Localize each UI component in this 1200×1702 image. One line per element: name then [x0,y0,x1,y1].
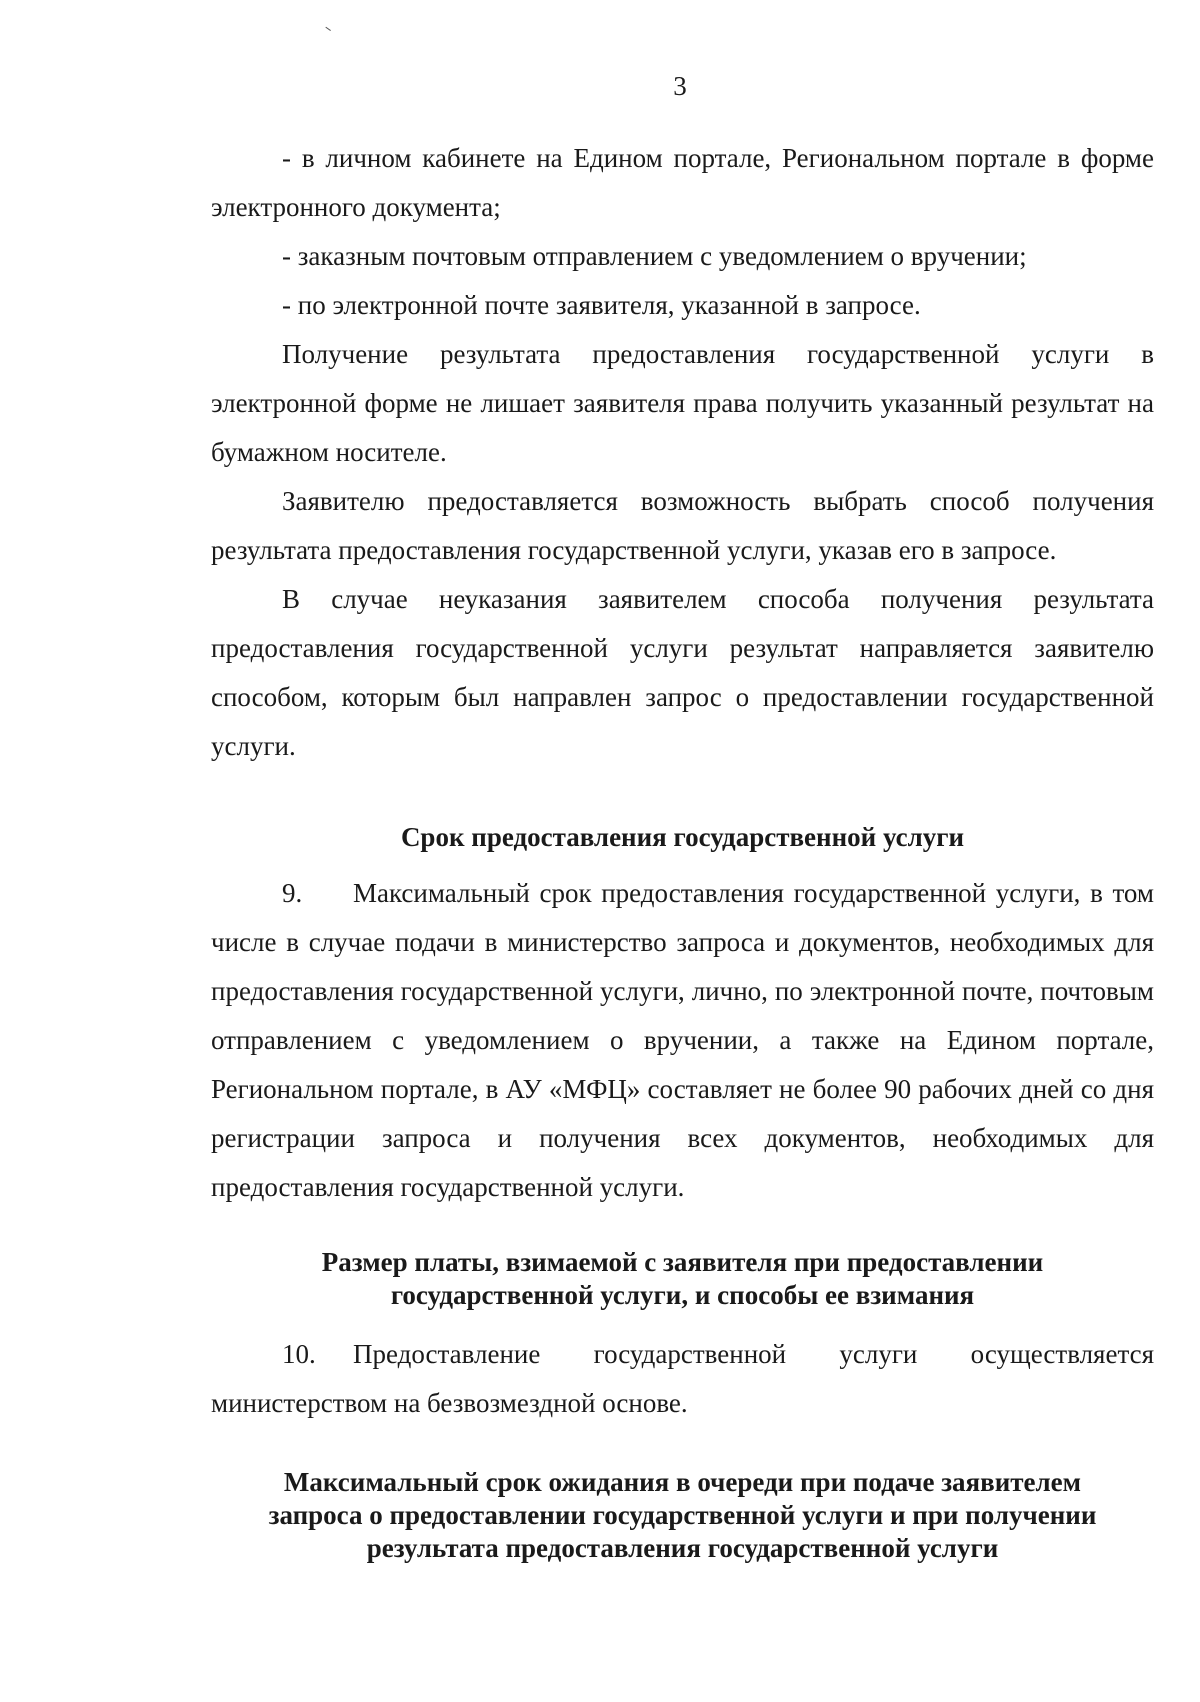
section-11-heading-line-3: результата предоставления государственной услуги [366,1533,999,1563]
document-body [211,134,1154,1565]
section-9-text: Максимальный срок предоставления государственной услуги, в том числе в случае подачи в министерство запроса и документов, необходимых для предоставления государственной услуги, лично, по электронной почте, почтовым отправлением с уведомлением о вручении, а также на Едином портале, Региональном портале, в АУ «МФЦ» составляет не более 90 рабочих дней со дня регистрации запроса и получения всех документов, необходимых для предоставления государственной услуги. [211,878,1154,1202]
section-10-heading-line-2: государственной услуги, и способы ее взимания [390,1280,975,1310]
paragraph-delivery-email: - по электронной почте заявителя, указанной в запросе. [282,290,921,320]
scan-artifact [323,27,331,35]
section-11-heading-line-2: запроса о предоставлении государственной услуги и при получении [268,1500,1097,1530]
section-11-heading-line-1: Максимальный срок ожидания в очереди при подаче заявителем [283,1467,1082,1497]
section-9-number: 9. [282,878,303,908]
section-10-paragraph [211,1330,1154,1428]
section-10-number: 10. [282,1339,316,1369]
section-9-heading: Срок предоставления государственной услуги [400,822,965,852]
page-number: 3 [673,71,687,101]
section-10-heading-line-1: Размер платы, взимаемой с заявителя при предоставлении [321,1247,1044,1277]
paragraph-delivery-mail: - заказным почтовым отправлением с уведомлением о вручении; [282,241,1027,271]
paragraph-electronic-result: Получение результата предоставления государственной услуги в электронной форме не лишает заявителя права получить указанный результат на бумажном носителе. [211,339,1154,467]
paragraph-default-method: В случае неуказания заявителем способа получения результата предоставления государственной услуги результат направляется заявителю способом, которым был направлен запрос о предоставлении государственной услуги. [211,584,1154,761]
paragraph-delivery-cabinet: - в личном кабинете на Едином портале, Региональном портале в форме электронного документа; [211,143,1154,222]
section-9-paragraph [211,869,1154,1212]
section-10-text: Предоставление государственной услуги осуществляется министерством на безвозмездной основе. [211,1339,1154,1418]
paragraph-choose-method: Заявителю предоставляется возможность выбрать способ получения результата предоставления государственной услуги, указав его в запросе. [211,486,1154,565]
